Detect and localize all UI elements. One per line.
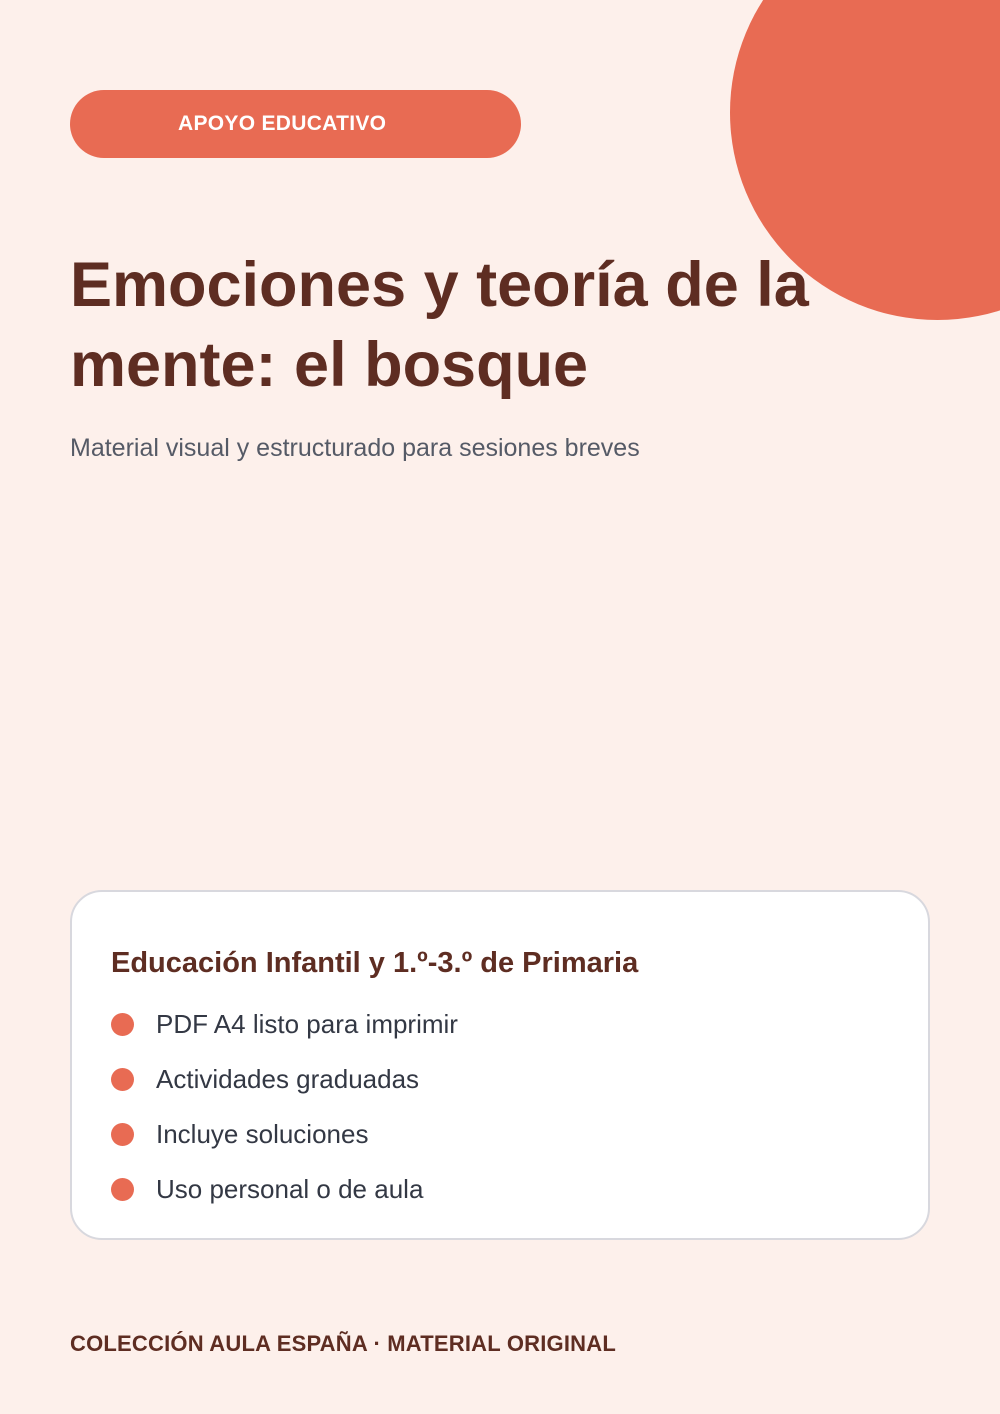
bullet-dot-icon xyxy=(111,1123,134,1146)
feature-label: Uso personal o de aula xyxy=(156,1174,424,1204)
page-title: Emociones y teoría de la mente: el bosque xyxy=(70,250,809,400)
info-card xyxy=(70,890,930,1240)
feature-label: PDF A4 listo para imprimir xyxy=(156,1009,458,1039)
list-item xyxy=(111,1052,888,1107)
list-item xyxy=(111,997,888,1052)
audience-heading: Educación Infantil y 1.º-3.º de Primaria xyxy=(111,947,639,979)
feature-label: Incluye soluciones xyxy=(156,1119,369,1149)
feature-label: Actividades graduadas xyxy=(156,1064,420,1094)
list-item xyxy=(111,1107,888,1162)
bullet-dot-icon xyxy=(111,1178,134,1201)
list-item xyxy=(111,1162,888,1217)
page-subtitle: Material visual y estructurado para sesiones breves xyxy=(70,434,640,462)
bullet-dot-icon xyxy=(111,1013,134,1036)
collection-footer: COLECCIÓN AULA ESPAÑA · MATERIAL ORIGINAL xyxy=(70,1331,616,1356)
category-badge: APOYO EDUCATIVO xyxy=(70,90,521,158)
bullet-dot-icon xyxy=(111,1068,134,1091)
feature-list xyxy=(111,997,888,1217)
